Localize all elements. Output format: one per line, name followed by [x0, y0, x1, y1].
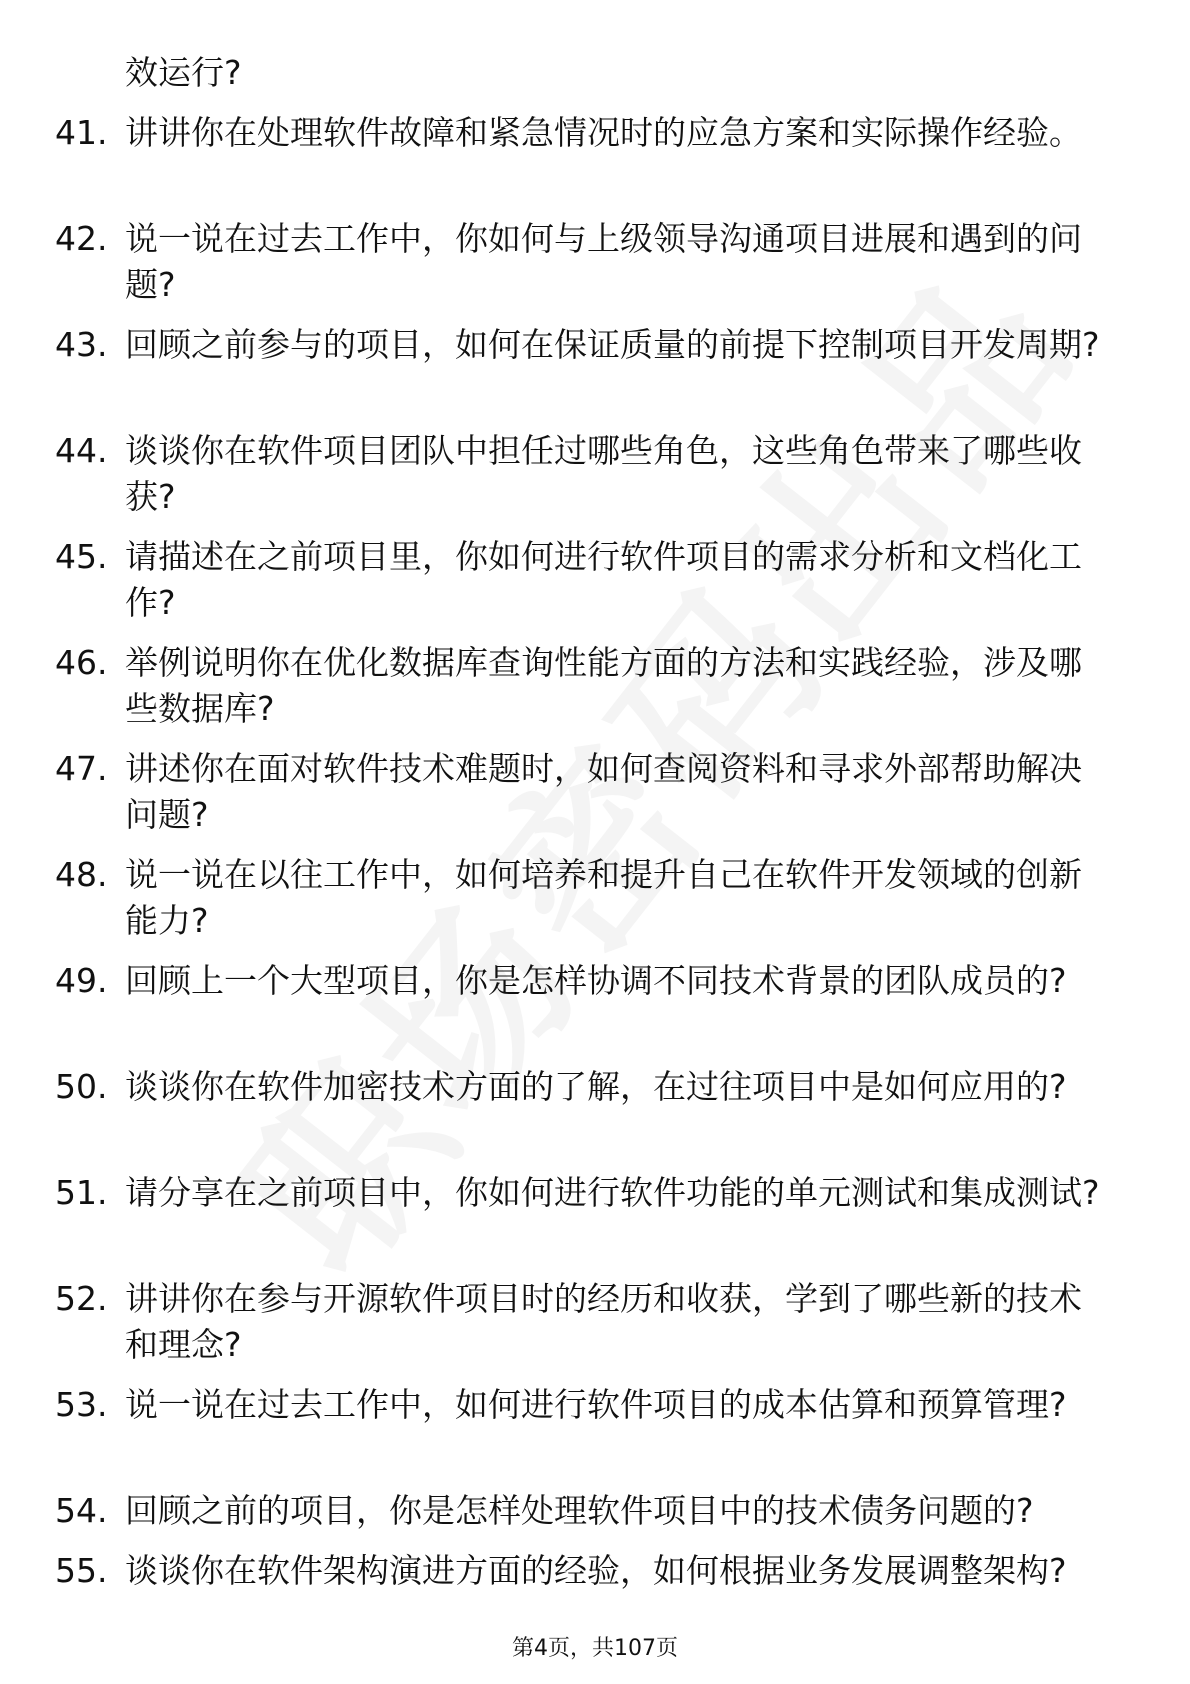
list-item	[0, 1276, 1190, 1368]
question-number: 44.	[55, 431, 108, 470]
question-number: 49.	[55, 961, 108, 1000]
list-item	[0, 1488, 1190, 1534]
question-number: 43.	[55, 325, 108, 364]
list-item	[0, 1064, 1190, 1156]
list-item	[0, 322, 1190, 414]
question-number: 45.	[55, 537, 108, 576]
question-text: 谈谈你在软件架构演进方面的经验，如何根据业务发展调整架构?	[125, 1551, 1067, 1590]
question-text: 说一说在过去工作中，如何进行软件项目的成本估算和预算管理?	[125, 1385, 1067, 1424]
question-text: 回顾上一个大型项目，你是怎样协调不同技术背景的团队成员的?	[125, 961, 1067, 1000]
question-text: 说一说在以往工作中，如何培养和提升自己在软件开发领域的创新能力?	[125, 855, 1082, 940]
list-item	[0, 534, 1190, 626]
question-number: 42.	[55, 219, 108, 258]
list-item	[0, 746, 1190, 838]
question-text: 讲讲你在参与开源软件项目时的经历和收获，学到了哪些新的技术和理念?	[125, 1279, 1082, 1364]
question-text: 讲讲你在处理软件故障和紧急情况时的应急方案和实际操作经验。	[125, 113, 1082, 152]
list-item	[0, 428, 1190, 520]
question-text: 说一说在过去工作中，你如何与上级领导沟通项目进展和遇到的问题?	[125, 219, 1082, 304]
question-text: 谈谈你在软件项目团队中担任过哪些角色，这些角色带来了哪些收获?	[125, 431, 1082, 516]
question-number: 55.	[55, 1551, 108, 1590]
list-item	[0, 216, 1190, 308]
question-text: 回顾之前的项目，你是怎样处理软件项目中的技术债务问题的?	[125, 1491, 1034, 1530]
question-number: 46.	[55, 643, 108, 682]
question-text: 回顾之前参与的项目，如何在保证质量的前提下控制项目开发周期?	[125, 325, 1100, 364]
list-item	[0, 958, 1190, 1050]
list-item	[0, 1548, 1190, 1640]
list-item	[0, 852, 1190, 944]
question-number: 50.	[55, 1067, 108, 1106]
question-number: 47.	[55, 749, 108, 788]
question-number: 41.	[55, 113, 108, 152]
question-number: 51.	[55, 1173, 108, 1212]
question-text: 请描述在之前项目里，你如何进行软件项目的需求分析和文档化工作?	[125, 537, 1082, 622]
continued-question-text: 效运行?	[125, 53, 242, 92]
question-list	[0, 110, 1190, 1654]
question-text: 请分享在之前项目中，你如何进行软件功能的单元测试和集成测试?	[125, 1173, 1100, 1212]
list-item	[0, 640, 1190, 732]
question-number: 52.	[55, 1279, 108, 1318]
list-item	[0, 1382, 1190, 1474]
question-number: 53.	[55, 1385, 108, 1424]
question-text: 讲述你在面对软件技术难题时，如何查阅资料和寻求外部帮助解决问题?	[125, 749, 1082, 834]
page-footer: 第4页，共107页	[512, 1636, 678, 1661]
question-number: 48.	[55, 855, 108, 894]
list-item	[0, 1170, 1190, 1262]
question-text: 举例说明你在优化数据库查询性能方面的方法和实践经验，涉及哪些数据库?	[125, 643, 1082, 728]
question-text: 谈谈你在软件加密技术方面的了解，在过往项目中是如何应用的?	[125, 1067, 1067, 1106]
list-item	[0, 110, 1190, 202]
question-number: 54.	[55, 1491, 108, 1530]
